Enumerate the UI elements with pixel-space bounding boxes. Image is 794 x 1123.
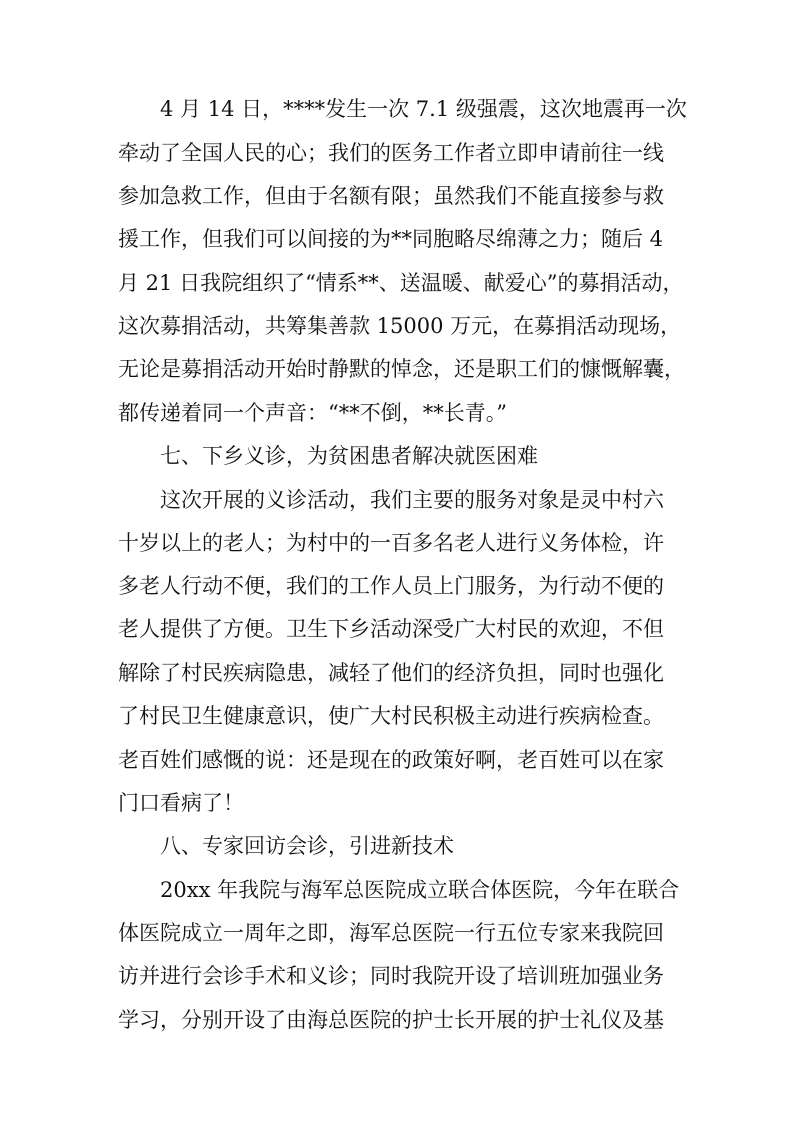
paragraph-line: 访并进行会诊手术和义诊；同时我院开设了培训班加强业务	[118, 964, 664, 988]
paragraph-line: 月 21 日我院组织了“情系**、送温暖、献爱心”的募捐活动，	[118, 271, 684, 295]
paragraph-line: 解除了村民疾病隐患，减轻了他们的经济负担，同时也强化	[118, 661, 664, 685]
paragraph-line: 20xx 年我院与海军总医院成立联合体医院，今年在联合	[160, 878, 680, 902]
paragraph-line: 参加急救工作，但由于名额有限；虽然我们不能直接参与救	[118, 184, 664, 208]
paragraph-line: 4 月 14 日，****发生一次 7.1 级强震，这次地震再一次	[160, 97, 687, 121]
section-heading: 七、下乡义诊，为贫困患者解决就医困难	[160, 444, 538, 468]
paragraph-line: 体医院成立一周年之即，海军总医院一行五位专家来我院回	[118, 921, 664, 945]
paragraph-line: 这次开展的义诊活动，我们主要的服务对象是灵中村六	[160, 488, 664, 512]
paragraph-line: 老百姓们感慨的说：还是现在的政策好啊，老百姓可以在家	[118, 748, 664, 772]
paragraph-line: 老人提供了方便。卫生下乡活动深受广大村民的欢迎，不但	[118, 617, 664, 641]
paragraph-line: 多老人行动不便，我们的工作人员上门服务，为行动不便的	[118, 574, 664, 598]
paragraph-line: 门口看病了！	[118, 791, 244, 815]
paragraph-line: 无论是募捐活动开始时静默的悼念，还是职工们的慷慨解囊，	[118, 357, 685, 381]
paragraph-line: 了村民卫生健康意识，使广大村民积极主动进行疾病检查。	[118, 704, 664, 728]
paragraph-line: 这次募捐活动，共筹集善款 15000 万元，在募捐活动现场，	[118, 314, 682, 338]
section-heading: 八、专家回访会诊，引进新技术	[160, 834, 454, 858]
paragraph-line: 牵动了全国人民的心；我们的医务工作者立即申请前往一线	[118, 141, 664, 165]
paragraph-line: 十岁以上的老人；为村中的一百多名老人进行义务体检，许	[118, 531, 664, 555]
paragraph-line: 都传递着同一个声音：“**不倒，**长青。”	[118, 401, 507, 425]
paragraph-line: 援工作，但我们可以间接的为**同胞略尽绵薄之力；随后 4	[118, 227, 664, 251]
paragraph-line: 学习，分别开设了由海总医院的护士长开展的护士礼仪及基	[118, 1008, 664, 1032]
